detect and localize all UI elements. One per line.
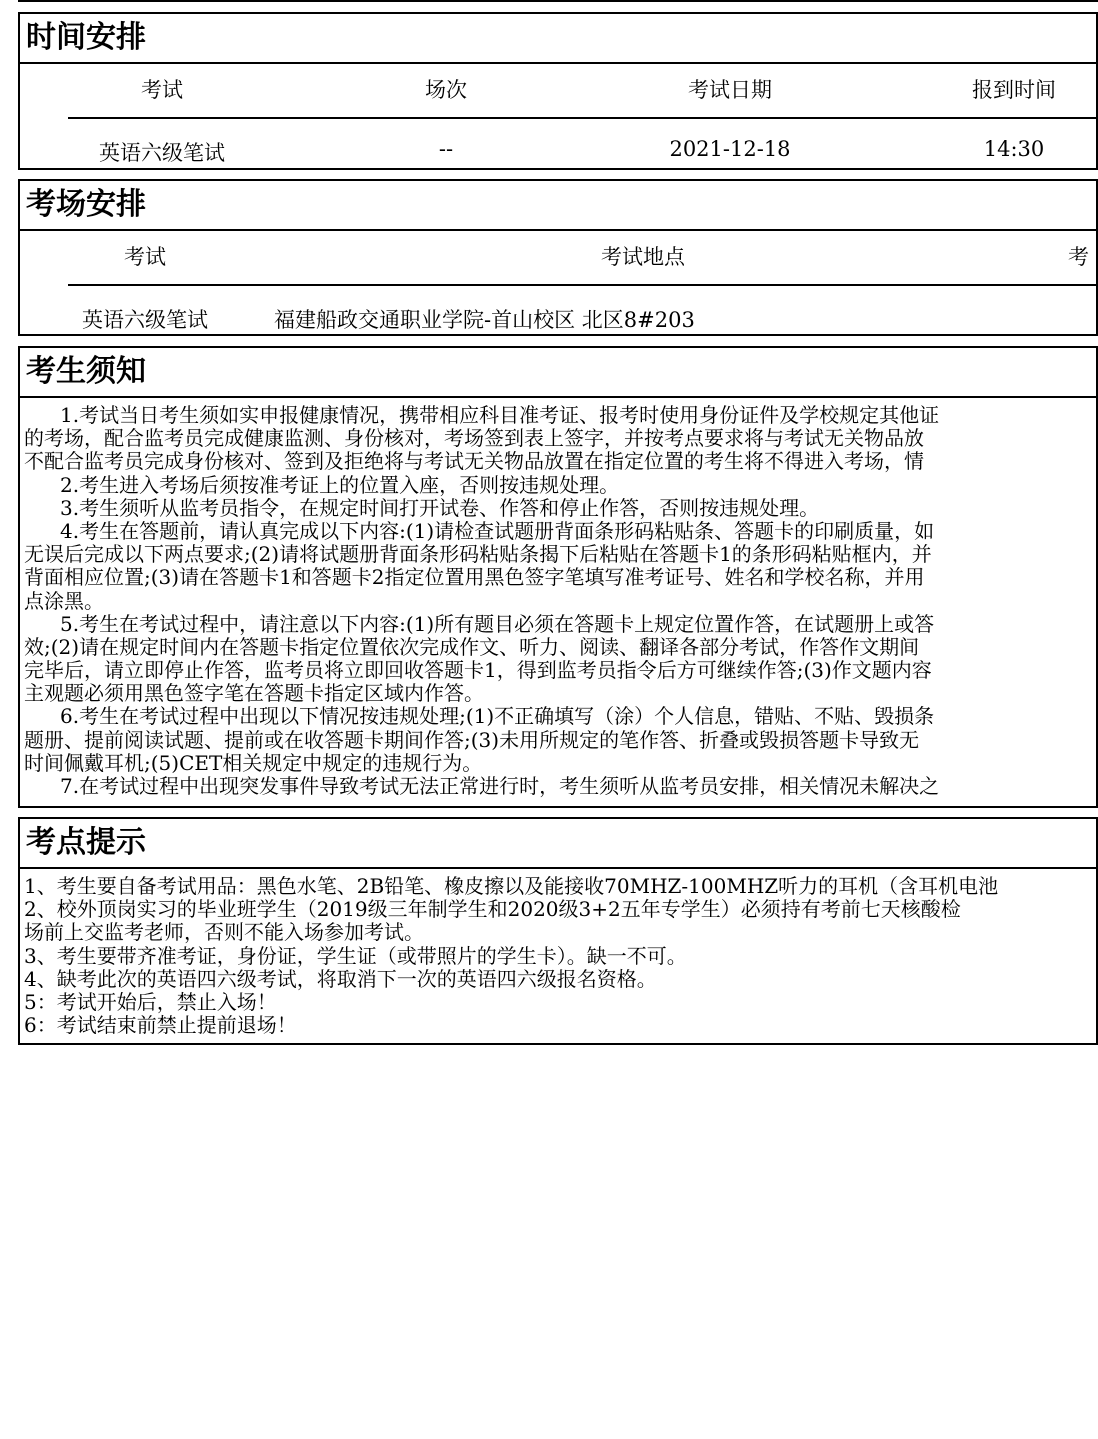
schedule-cell-date: 2021-12-18 [669, 137, 791, 161]
tips-line: 场前上交监考老师，否则不能入场参加考试。 [24, 920, 424, 945]
notice-line: 2.考生进入考场后须按准考证上的位置入座，否则按违规处理。 [60, 472, 620, 497]
tips-line: 2、校外顶岗实习的毕业班学生（2019级三年制学生和2020级3+2五年专学生）必须持有考前七天核酸检 [24, 897, 961, 922]
tips-line: 3、考生要带齐准考证，身份证，学生证（或带照片的学生卡）。缺一不可。 [24, 943, 687, 968]
notice-line: 完毕后，请立即停止作答，监考员将立即回收答题卡1，得到监考员指令后方可继续作答;(3)作文题内容 [24, 658, 932, 683]
notice-line: 点涂黑。 [24, 588, 104, 613]
venue-header-rule [68, 284, 1096, 286]
schedule-header-exam: 考试 [141, 78, 183, 102]
notice-line: 6.考生在考试过程中出现以下情况按违规处理;(1)不正确填写（涂）个人信息，错贴、不贴、毁损条 [60, 704, 935, 729]
venue-cell-exam: 英语六级笔试 [82, 308, 208, 332]
notice-line: 4.考生在答题前，请认真完成以下内容:(1)请检查试题册背面条形码粘贴条、答题卡的印刷质量，如 [60, 518, 935, 543]
venue-cell-location: 福建船政交通职业学院-首山校区 北区8#203 [274, 308, 695, 332]
notice-section [18, 346, 1098, 808]
schedule-header-session: 场次 [425, 78, 467, 102]
tips-title: 考点提示 [20, 819, 1096, 869]
notice-line: 题册、提前阅读试题、提前或在收答题卡期间作答;(3)未用所规定的笔作答、折叠或毁损答题卡导致无 [24, 727, 920, 752]
venue-header-exam: 考试 [124, 245, 166, 269]
venue-header-location: 考试地点 [601, 245, 685, 269]
notice-line: 无误后完成以下两点要求;(2)请将试题册背面条形码粘贴条揭下后粘贴在答题卡1的条形码粘贴框内，并 [24, 542, 932, 567]
notice-line: 的考场，配合监考员完成健康监测、身份核对，考场签到表上签字，并按考点要求将与考试无关物品放 [24, 426, 924, 451]
notice-line: 效;(2)请在规定时间内在答题卡指定位置依次完成作文、听力、阅读、翻译各部分考试，作答作文期间 [24, 634, 920, 659]
schedule-header-date: 考试日期 [688, 78, 772, 102]
schedule-cell-checkin: 14:30 [983, 137, 1045, 161]
notice-line: 7.在考试过程中出现突发事件导致考试无法正常进行时，考生须听从监考员安排，相关情况未解决之 [60, 774, 940, 798]
notice-line: 背面相应位置;(3)请在答题卡1和答题卡2指定位置用黑色签字笔填写准考证号、姓名和学校名称，并用 [24, 565, 925, 590]
tips-line: 1、考生要自备考试用品：黑色水笔、2B铅笔、橡皮擦以及能接收70MHZ-100MHZ听力的耳机（含耳机电池 [24, 874, 999, 898]
notice-line: 5.考生在考试过程中，请注意以下内容:(1)所有题目必须在答题卡上规定位置作答，在试题册上或答 [60, 611, 935, 636]
notice-body [20, 398, 1096, 798]
tips-line: 4、缺考此次的英语四六级考试，将取消下一次的英语四六级报名资格。 [24, 966, 657, 991]
venue-section [18, 179, 1098, 336]
schedule-header-rule [68, 117, 1096, 119]
venue-header-clipped: 考 [1068, 245, 1089, 269]
schedule-header-checkin: 报到时间 [972, 78, 1056, 102]
tips-body [20, 869, 1096, 1037]
venue-title: 考场安排 [20, 181, 1096, 231]
notice-line: 主观题必须用黑色签字笔在答题卡指定区域内作答。 [24, 681, 484, 706]
tips-section [18, 817, 1098, 1045]
notice-line: 3.考生须听从监考员指令，在规定时间打开试卷、作答和停止作答，否则按违规处理。 [60, 495, 820, 520]
notice-title: 考生须知 [20, 348, 1096, 398]
previous-section-edge [18, 0, 1098, 2]
schedule-section [18, 12, 1098, 170]
notice-line: 1.考试当日考生须如实申报健康情况，携带相应科目准考证、报考时使用身份证件及学校规定其他证 [60, 403, 940, 427]
tips-line: 5：考试开始后，禁止入场！ [24, 989, 277, 1014]
schedule-cell-session: -- [438, 137, 454, 161]
notice-line: 时间佩戴耳机;(5)CET相关规定中规定的违规行为。 [24, 750, 483, 775]
schedule-cell-exam: 英语六级笔试 [99, 141, 225, 165]
notice-line: 不配合监考员完成身份核对、签到及拒绝将与考试无关物品放置在指定位置的考生将不得进入考场，情 [24, 449, 924, 474]
tips-line: 6：考试结束前禁止提前退场！ [24, 1013, 297, 1038]
schedule-title: 时间安排 [20, 14, 1096, 64]
